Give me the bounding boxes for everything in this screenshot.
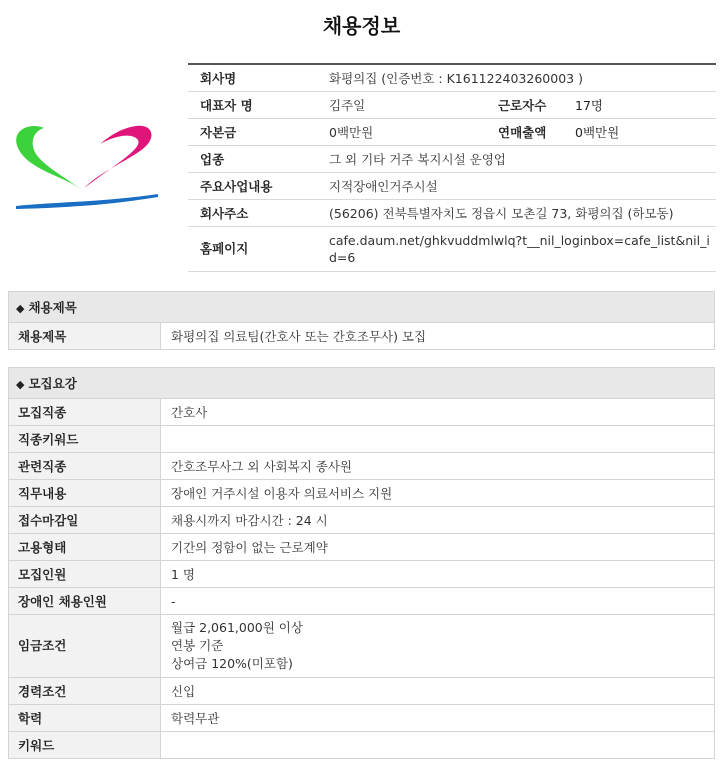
- req-label: 모집인원: [9, 561, 161, 588]
- req-value: -: [161, 588, 715, 615]
- req-value: [161, 426, 715, 453]
- req-value: 간호조무사그 외 사회복지 종사원: [161, 453, 715, 480]
- ceo-label: 대표자 명: [188, 91, 317, 118]
- company-row-capital: [188, 118, 716, 145]
- sales-value: 0백만원: [575, 118, 716, 145]
- company-row-address: [188, 199, 716, 226]
- page-title: 채용정보: [322, 14, 401, 38]
- homepage-url-line-2[interactable]: d=6: [329, 249, 356, 265]
- req-label: 모집직종: [9, 399, 161, 426]
- req-label: 접수마감일: [9, 507, 161, 534]
- company-row-name: [188, 64, 716, 91]
- req-value: 1 명: [161, 561, 715, 588]
- req-label: 장애인 채용인원: [9, 588, 161, 615]
- workers-value: 17명: [575, 91, 716, 118]
- req-row: [9, 480, 715, 507]
- job-title-header-text: 채용제목: [28, 300, 77, 315]
- req-row: [9, 507, 715, 534]
- req-label: 키워드: [9, 732, 161, 759]
- req-label: 고용형태: [9, 534, 161, 561]
- req-label: 학력: [9, 705, 161, 732]
- company-row-homepage: [188, 226, 716, 271]
- homepage-link[interactable]: [317, 226, 716, 271]
- wage-line: 상여금 120%(미포함): [171, 656, 293, 671]
- req-label: 관련직종: [9, 453, 161, 480]
- capital-label: 자본금: [188, 118, 317, 145]
- req-value: 채용시까지 마감시간 : 24 시: [161, 507, 715, 534]
- wage-label: 임금조건: [9, 615, 161, 678]
- company-row-ceo: [188, 91, 716, 118]
- req-row: [9, 732, 715, 759]
- requirements-header: [9, 368, 715, 399]
- req-row: [9, 588, 715, 615]
- company-row-industry: [188, 145, 716, 172]
- req-row: [9, 534, 715, 561]
- req-row: [9, 426, 715, 453]
- req-value: 신입: [161, 678, 715, 705]
- req-label: 직종키워드: [9, 426, 161, 453]
- homepage-label: 홈페이지: [188, 226, 317, 271]
- workers-label: 근로자수: [498, 91, 575, 118]
- company-row-business: [188, 172, 716, 199]
- industry-value: 그 외 기타 거주 복지시설 운영업: [317, 145, 716, 172]
- wage-row: [9, 615, 715, 678]
- req-label: 직무내용: [9, 480, 161, 507]
- company-info-table: [188, 63, 716, 272]
- job-title-header: [9, 292, 715, 323]
- capital-value: 0백만원: [317, 118, 498, 145]
- req-row: [9, 678, 715, 705]
- heart-pink-stroke: [84, 126, 151, 188]
- job-title-section: [8, 291, 715, 350]
- ceo-value: 김주일: [317, 91, 498, 118]
- blue-swoosh: [16, 194, 158, 209]
- sales-label: 연매출액: [498, 118, 575, 145]
- company-name-label: 회사명: [188, 64, 317, 91]
- req-row: [9, 705, 715, 732]
- job-title-label: 채용제목: [9, 323, 161, 350]
- business-label: 주요사업내용: [188, 172, 317, 199]
- req-value: 장애인 거주시설 이용자 의료서비스 지원: [161, 480, 715, 507]
- req-value: 학력무관: [161, 705, 715, 732]
- req-value: [161, 732, 715, 759]
- wage-value: [161, 615, 715, 678]
- req-row: [9, 399, 715, 426]
- diamond-bullet-icon: ◆: [16, 302, 25, 315]
- address-value: (56206) 전북특별자치도 정읍시 모촌길 73, 화평의집 (하모동): [317, 199, 716, 226]
- job-title-value: 화평의집 의료팀(간호사 또는 간호조무사) 모집: [161, 323, 715, 350]
- company-logo: [14, 118, 160, 214]
- diamond-bullet-icon: ◆: [16, 378, 25, 391]
- company-name-value: 화평의집 (인증번호 : K161122403260003 ): [317, 64, 716, 91]
- req-row: [9, 561, 715, 588]
- requirements-header-text: 모집요강: [28, 376, 77, 391]
- requirements-section: [8, 367, 715, 759]
- req-label: 경력조건: [9, 678, 161, 705]
- homepage-url-line-1[interactable]: cafe.daum.net/ghkvuddmlwlq?t__nil_loginbox=cafe_list&nil_i: [329, 232, 710, 248]
- heart-green-stroke: [16, 126, 82, 190]
- business-value: 지적장애인거주시설: [317, 172, 716, 199]
- address-label: 회사주소: [188, 199, 317, 226]
- req-value: 기간의 정함이 없는 근로계약: [161, 534, 715, 561]
- industry-label: 업종: [188, 145, 317, 172]
- req-value: 간호사: [161, 399, 715, 426]
- req-row: [9, 453, 715, 480]
- wage-line: 연봉 기준: [171, 638, 224, 653]
- wage-line: 월급 2,061,000원 이상: [171, 620, 303, 635]
